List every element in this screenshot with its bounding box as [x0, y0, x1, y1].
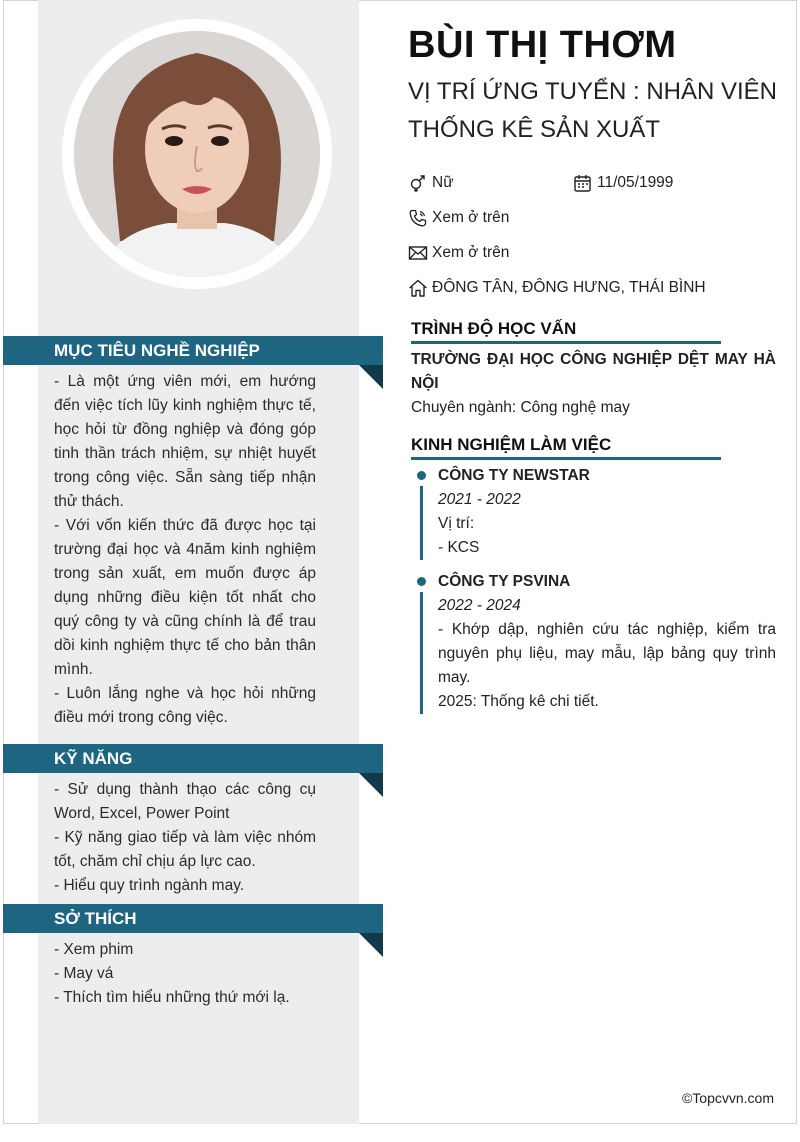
skills-heading-fold [359, 773, 383, 797]
applied-position [408, 73, 780, 149]
timeline-dot [417, 471, 426, 480]
gender-row [408, 173, 454, 193]
email-value: Xem ở trên [432, 244, 510, 261]
school-name: TRƯỜNG ĐẠI HỌC CÔNG NGHIỆP DỆT MAY HÀ NỘI [411, 351, 776, 392]
job-company: CÔNG TY PSVINA [438, 573, 571, 590]
home-icon [408, 278, 428, 298]
footer-credit: ©Topcvvn.com [681, 1090, 774, 1106]
education-heading: TRÌNH ĐỘ HỌC VẤN [411, 319, 721, 344]
skills-heading: KỸ NĂNG [3, 744, 383, 773]
job-line: - Khớp dập, nghiên cứu tác nghiệp, kiểm tra nguyên phụ liệu, may mẫu, lập bảng quy trình may. [438, 621, 776, 686]
hobbies-heading: SỞ THÍCH [3, 904, 383, 933]
objective-heading: MỤC TIÊU NGHỀ NGHIỆP [3, 336, 383, 365]
address-row [408, 278, 706, 298]
skill-item: - Sử dụng thành thạo các công cụ Word, Excel, Power Point [54, 781, 316, 822]
objective-paragraph: - Luôn lắng nghe và học hỏi những điều mới trong công việc. [54, 685, 316, 726]
job-entry [417, 464, 777, 564]
major: Chuyên ngành: Công nghệ may [411, 399, 630, 416]
skills-list [54, 778, 316, 898]
job-line: 2025: Thống kê chi tiết. [438, 693, 599, 710]
timeline-dot [417, 577, 426, 586]
address-value: ĐÔNG TÂN, ĐÔNG HƯNG, THÁI BÌNH [432, 279, 706, 296]
hobby-item: - Xem phim [54, 941, 134, 958]
timeline-bar [420, 592, 423, 714]
job-company: CÔNG TY NEWSTAR [438, 467, 590, 484]
position-line: THỐNG KÊ SẢN XUẤT [408, 116, 661, 143]
job-period: 2022 - 2024 [438, 597, 521, 614]
phone-row [408, 208, 509, 228]
hobby-item: - May vá [54, 965, 114, 982]
objective-paragraph: - Với vốn kiến thức đã được học tại trường đại học và 4năm kinh nghiệm trong sản xuất, em muốn được áp dụng những điều kiện tốt nhất cho quý công ty và cũng chính là để trau dồi kinh nghiệm thực tế cho bản thân mình. [54, 517, 316, 678]
position-line: VỊ TRÍ ỨNG TUYỂN : NHÂN VIÊN [408, 78, 777, 105]
avatar [74, 31, 320, 277]
birthdate-row [573, 173, 673, 193]
email-row [408, 243, 509, 263]
gender-value: Nữ [432, 174, 454, 191]
hobbies-list [54, 938, 316, 1010]
job-details [438, 594, 776, 714]
job-entry [417, 570, 777, 718]
phone-icon [408, 208, 428, 228]
job-line: - KCS [438, 539, 480, 556]
job-period: 2021 - 2022 [438, 491, 521, 508]
job-details [438, 488, 776, 560]
phone-value: Xem ở trên [432, 209, 510, 226]
email-icon [408, 243, 428, 263]
candidate-name: BÙI THỊ THƠM [408, 24, 677, 66]
calendar-icon [573, 173, 593, 193]
hobbies-heading-fold [359, 933, 383, 957]
objective-paragraph: - Là một ứng viên mới, em hướng đến việc tích lũy kinh nghiệm thực tế, học hỏi từ đồng nghiệp và đóng góp tinh thần trách nhiệm, sự nhiệt huyết trong công việc. Sẵn sàng tiếp nhận thử thách. [54, 373, 316, 510]
skill-item: - Hiểu quy trình ngành may. [54, 877, 245, 894]
skill-item: - Kỹ năng giao tiếp và làm việc nhóm tốt, chăm chỉ chịu áp lực cao. [54, 829, 316, 870]
birthdate-value: 11/05/1999 [597, 174, 674, 191]
objective-heading-fold [359, 365, 383, 389]
objective-text [54, 370, 316, 730]
experience-heading: KINH NGHIỆM LÀM VIỆC [411, 435, 721, 460]
timeline-bar [420, 486, 423, 560]
job-line: Vị trí: [438, 515, 475, 532]
hobby-item: - Thích tìm hiểu những thứ mới lạ. [54, 989, 290, 1006]
gender-icon [408, 173, 428, 193]
